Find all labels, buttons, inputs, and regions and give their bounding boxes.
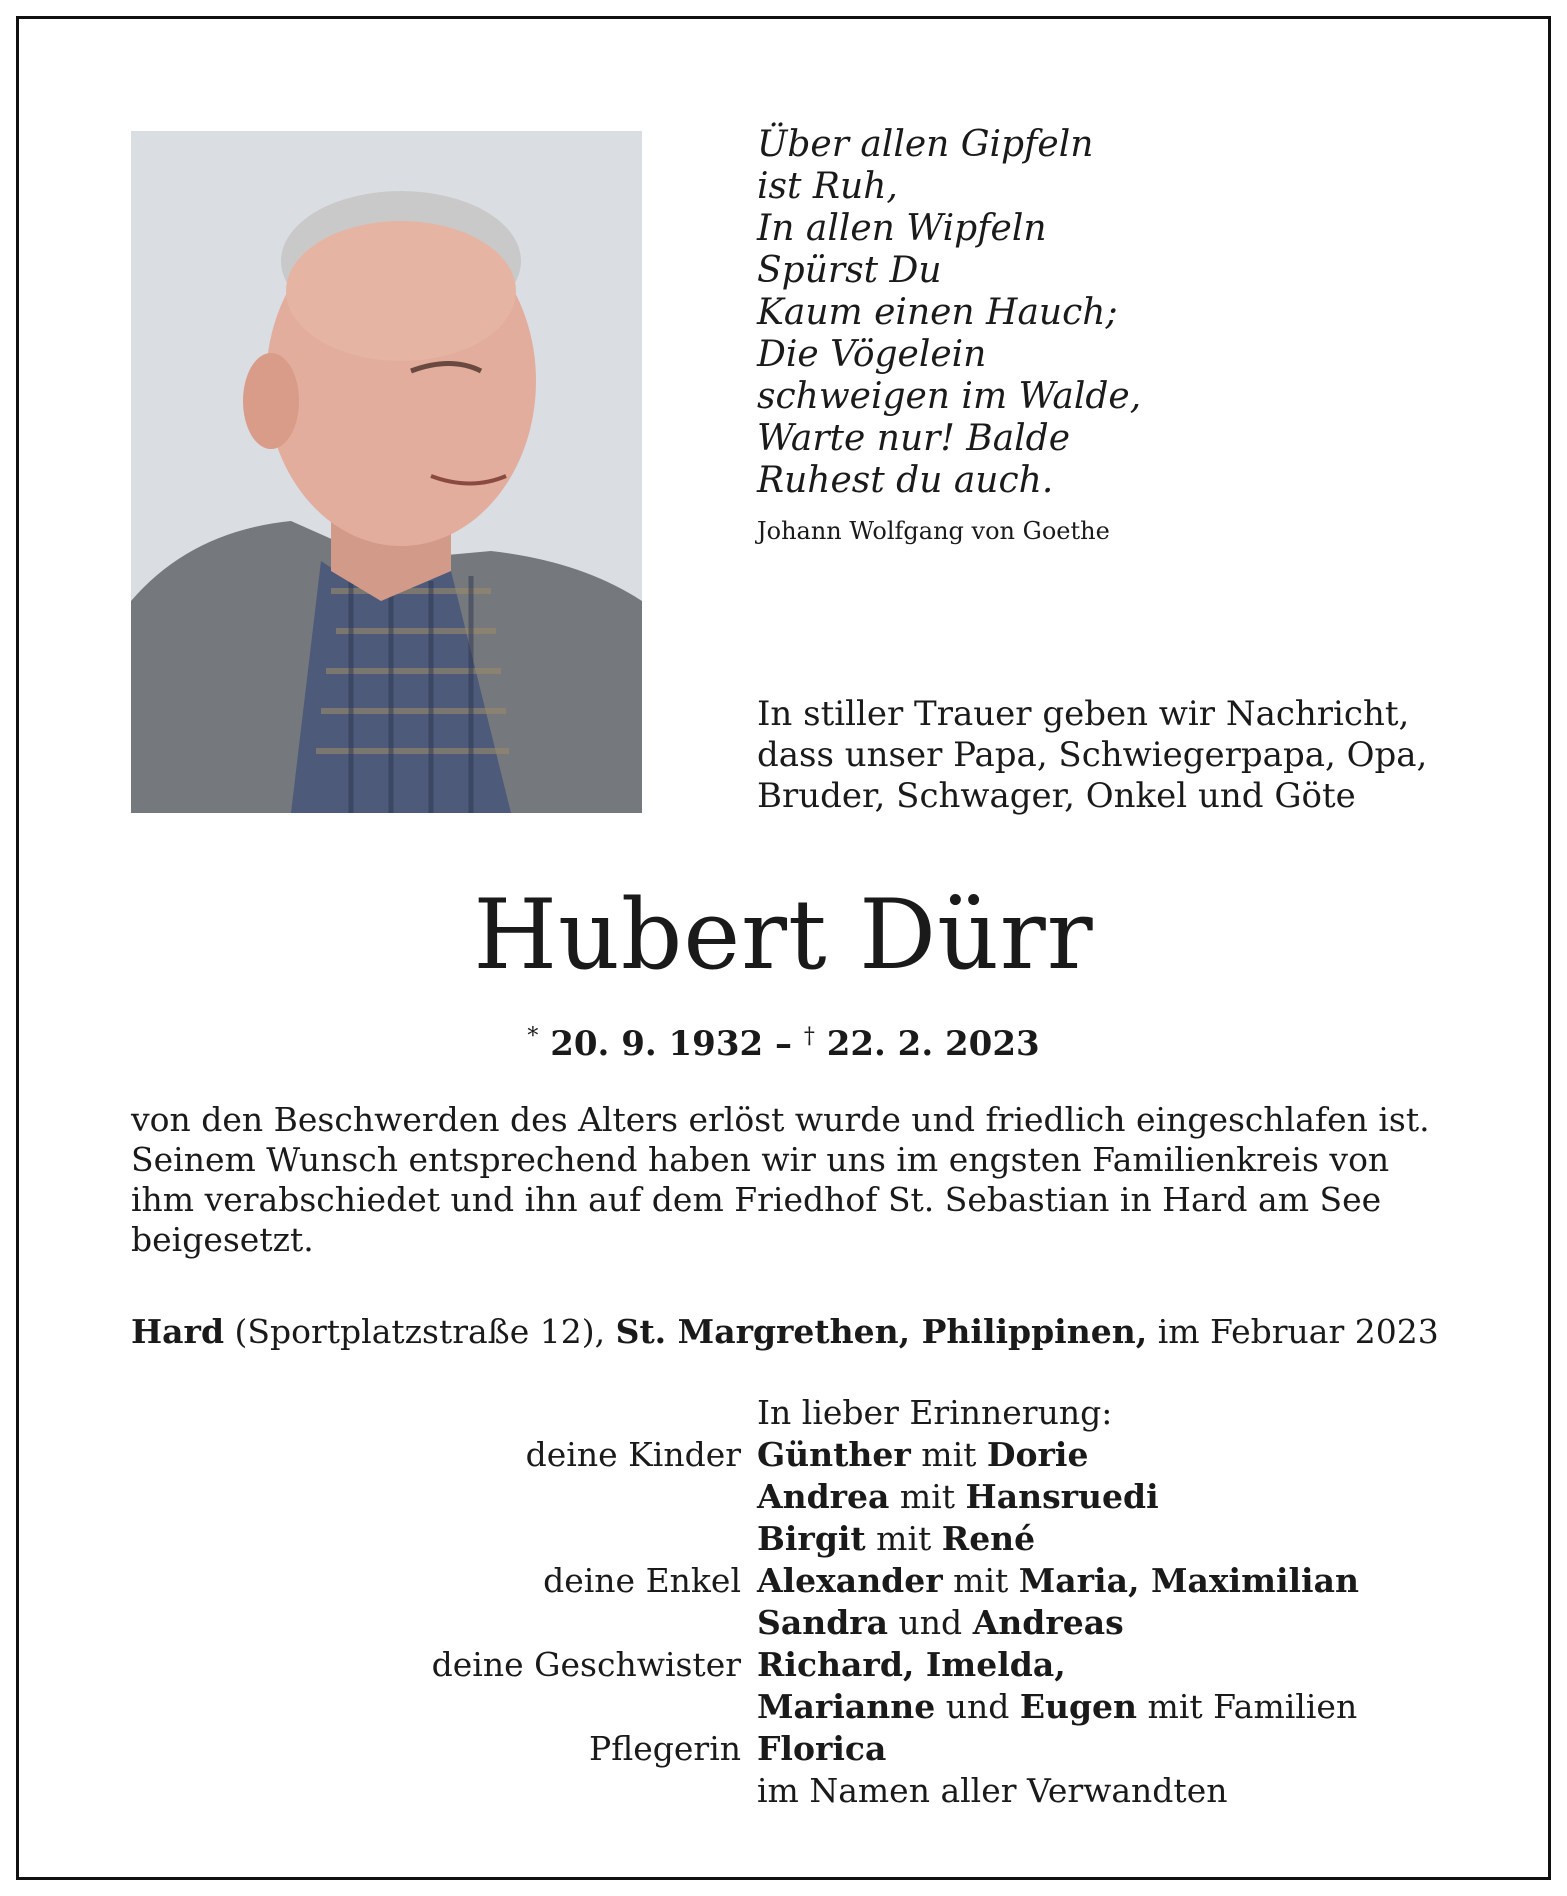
poem-line: Die Vögelein	[757, 334, 987, 375]
poem-block	[757, 124, 1457, 546]
relative-name: René	[941, 1519, 1036, 1558]
relation-label	[131, 1602, 757, 1644]
death-symbol: †	[803, 1024, 815, 1049]
place-date: im Februar 2023	[1157, 1312, 1439, 1351]
poem-line: ist Ruh,	[757, 166, 898, 207]
poem-line: Warte nur! Balde	[757, 418, 1071, 459]
relative-names	[757, 1644, 1451, 1686]
intro-line: In stiller Trauer geben wir Nachricht,	[757, 694, 1410, 734]
place-others: St. Margrethen, Philippinen,	[615, 1312, 1148, 1351]
relative-names	[757, 1770, 1451, 1812]
relative-name: Andreas	[972, 1603, 1124, 1642]
memory-row	[131, 1770, 1451, 1812]
connector-text: mit	[910, 1435, 987, 1474]
connector-text: mit	[865, 1519, 942, 1558]
relative-names	[757, 1686, 1451, 1728]
relation-label	[131, 1770, 757, 1812]
memory-row	[131, 1560, 1451, 1602]
memory-row	[131, 1644, 1451, 1686]
birth-symbol: *	[527, 1024, 539, 1049]
relative-name: Birgit	[757, 1519, 866, 1558]
poem-line: In allen Wipfeln	[757, 208, 1047, 249]
memory-row	[131, 1686, 1451, 1728]
relative-name: Alexander	[757, 1561, 943, 1600]
relative-names	[757, 1602, 1451, 1644]
memory-row	[131, 1476, 1451, 1518]
place-date-line	[131, 1312, 1438, 1352]
poem-line: Kaum einen Hauch;	[757, 292, 1118, 333]
relation-label	[131, 1476, 757, 1518]
announcement-body	[131, 1100, 1438, 1260]
intro-line: dass unser Papa, Schwiegerpapa, Opa,	[757, 735, 1428, 775]
portrait-illustration	[131, 131, 642, 813]
relative-name: Dorie	[986, 1435, 1089, 1474]
relative-names	[757, 1728, 1451, 1770]
poem-author: Johann Wolfgang von Goethe	[757, 517, 1110, 545]
body-line: von den Beschwerden des Alters erlöst wurde und friedlich eingeschlafen ist.	[131, 1100, 1430, 1139]
memory-row	[131, 1518, 1451, 1560]
portrait-photo	[131, 131, 642, 813]
relation-label: Pflegerin	[589, 1729, 741, 1768]
deceased-name: Hubert Dürr	[473, 879, 1094, 991]
body-line: beigesetzt.	[131, 1220, 314, 1259]
memory-row	[131, 1728, 1451, 1770]
body-line: Seinem Wunsch entsprechend haben wir uns im engsten Familienkreis von	[131, 1140, 1390, 1179]
relative-name: Andrea	[757, 1477, 890, 1516]
place-address: (Sportplatzstraße 12),	[234, 1312, 606, 1351]
connector-text: mit	[889, 1477, 966, 1516]
connector-text: mit Familien	[1137, 1687, 1358, 1726]
connector-text: im Namen aller Verwandten	[757, 1771, 1228, 1810]
memory-heading: In lieber Erinnerung:	[757, 1393, 1113, 1432]
birth-date: 20. 9. 1932	[550, 1024, 764, 1064]
death-date: 22. 2. 2023	[826, 1024, 1040, 1064]
life-dates	[0, 1015, 1567, 1066]
connector-text: und	[888, 1603, 973, 1642]
memory-rows	[131, 1434, 1451, 1812]
place-town: Hard	[131, 1312, 225, 1351]
relation-label: deine Kinder	[525, 1435, 741, 1474]
poem-line: Spürst Du	[757, 250, 942, 291]
poem-line: Ruhest du auch.	[757, 460, 1054, 501]
relative-name: Maria, Maximilian	[1018, 1561, 1359, 1600]
intro-text	[757, 694, 1437, 817]
relation-label: deine Geschwister	[431, 1645, 741, 1684]
relative-name: Richard, Imelda,	[757, 1645, 1066, 1684]
relative-name: Hansruedi	[965, 1477, 1159, 1516]
relation-label: deine Enkel	[543, 1561, 741, 1600]
date-dash: –	[775, 1024, 792, 1064]
relative-names	[757, 1518, 1451, 1560]
connector-text: mit	[942, 1561, 1019, 1600]
body-line: ihm verabschiedet und ihn auf dem Friedhof St. Sebastian in Hard am See	[131, 1180, 1382, 1219]
poem-line: Über allen Gipfeln	[757, 124, 1094, 165]
intro-line: Bruder, Schwager, Onkel und Göte	[757, 776, 1356, 816]
relative-names	[757, 1476, 1451, 1518]
poem-line: schweigen im Walde,	[757, 376, 1142, 417]
relative-name: Florica	[757, 1729, 887, 1768]
relative-name: Günther	[757, 1435, 911, 1474]
relation-label	[131, 1686, 757, 1728]
relative-name: Eugen	[1019, 1687, 1138, 1726]
memory-section	[131, 1392, 1451, 1812]
memory-row	[131, 1434, 1451, 1476]
relative-name: Marianne	[757, 1687, 936, 1726]
relative-names	[757, 1560, 1451, 1602]
relative-name: Sandra	[757, 1603, 889, 1642]
relative-names	[757, 1434, 1451, 1476]
memory-row	[131, 1602, 1451, 1644]
connector-text: und	[935, 1687, 1020, 1726]
relation-label	[131, 1518, 757, 1560]
